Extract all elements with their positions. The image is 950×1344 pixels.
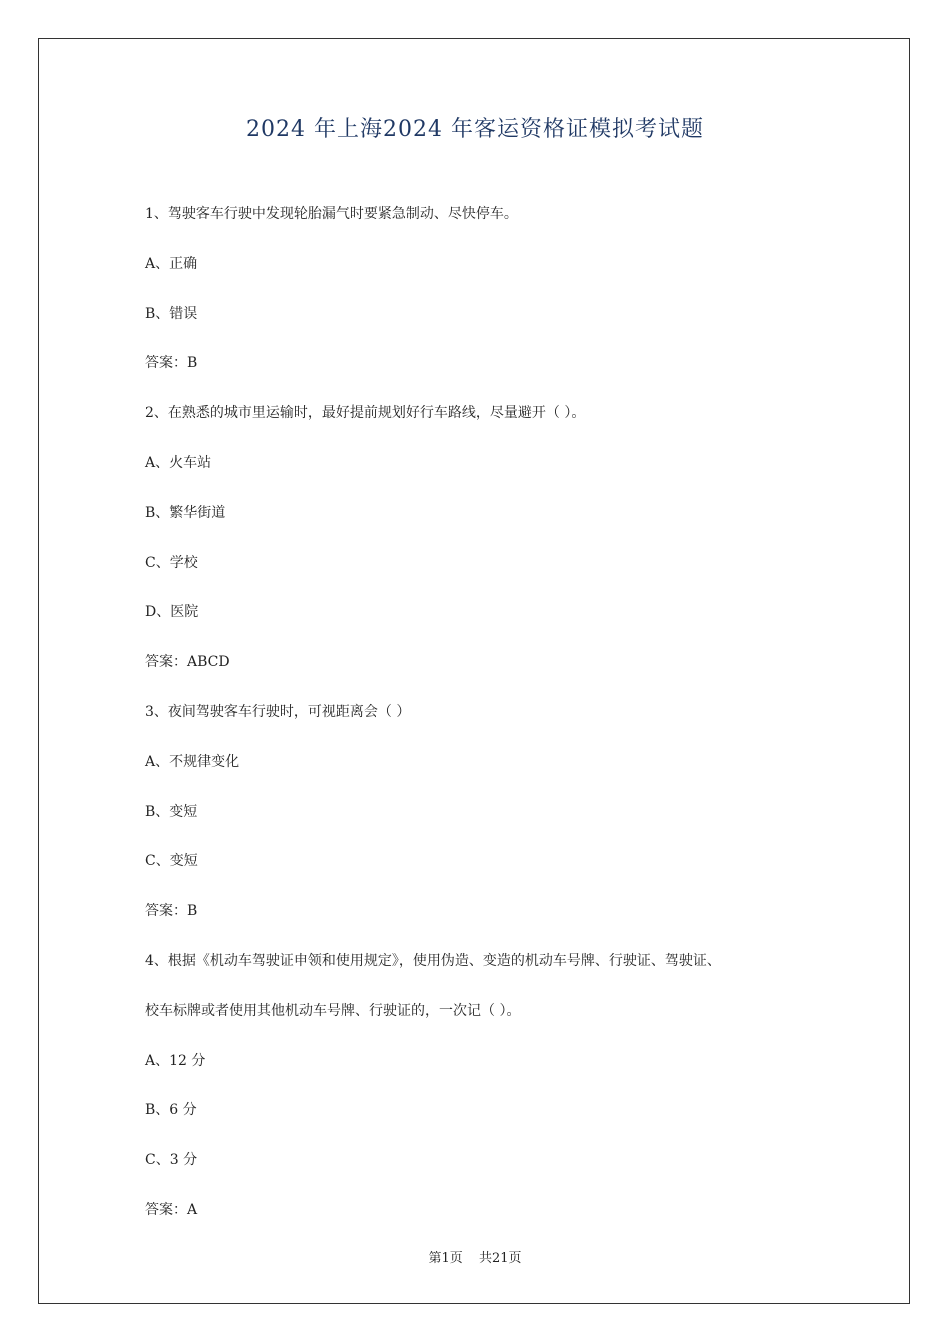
answer: 答案：B xyxy=(145,355,198,372)
document-title: 2024 年上海2024 年客运资格证模拟考试题 xyxy=(246,117,704,142)
option: C、变短 xyxy=(145,853,198,870)
option: D、医院 xyxy=(145,604,199,621)
option: C、学校 xyxy=(145,554,198,571)
option: B、变短 xyxy=(145,803,198,820)
option: B、错误 xyxy=(145,305,198,322)
option: A、正确 xyxy=(145,255,198,272)
page-footer xyxy=(0,1247,950,1266)
option: A、火车站 xyxy=(145,454,212,471)
option: A、不规律变化 xyxy=(145,753,240,770)
answer: 答案：B xyxy=(145,903,198,920)
question-stem: 4、根据《机动车驾驶证申领和使用规定》，使用伪造、变造的机动车号牌、行驶证、驾驶证、 xyxy=(145,952,721,969)
option: A、12 分 xyxy=(145,1052,206,1069)
question-stem: 2、在熟悉的城市里运输时，最好提前规划好行车路线，尽量避开（ ）。 xyxy=(145,405,586,422)
option: B、繁华街道 xyxy=(145,504,226,521)
question-stem: 3、夜间驾驶客车行驶时，可视距离会（ ） xyxy=(145,703,411,720)
option: B、6 分 xyxy=(145,1102,197,1119)
question-list xyxy=(145,203,845,1249)
question-stem-continued: 校车标牌或者使用其他机动车号牌、行驶证的，一次记（ ）。 xyxy=(145,1002,521,1019)
question-stem: 1、驾驶客车行驶中发现轮胎漏气时要紧急制动、尽快停车。 xyxy=(145,206,518,222)
page-total: 共21页 xyxy=(478,1251,522,1266)
answer: 答案：A xyxy=(145,1201,198,1218)
page-number: 第1页 xyxy=(428,1251,463,1266)
option: C、3 分 xyxy=(145,1152,198,1169)
answer: 答案：ABCD xyxy=(145,654,230,671)
